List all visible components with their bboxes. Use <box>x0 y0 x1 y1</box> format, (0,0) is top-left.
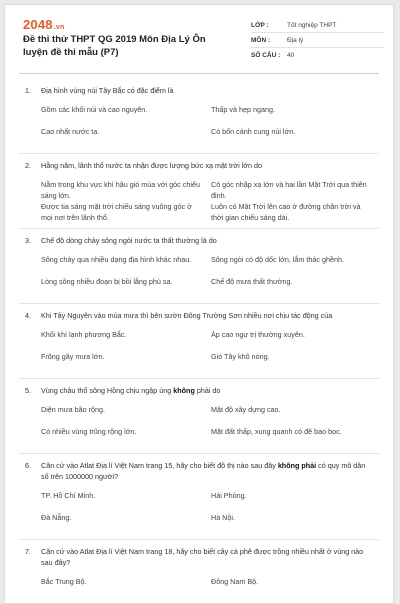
question-7 <box>5 540 393 599</box>
question-4 <box>5 304 393 379</box>
answer-options <box>19 577 379 599</box>
question-stem <box>19 454 379 482</box>
answer-option[interactable]: Khối khí lạnh phương Bắc. <box>41 330 127 339</box>
question-emphasis: không phải <box>277 461 317 470</box>
answer-option[interactable]: Lòng sông nhiều đoạn bị bồi lắng phù sa. <box>41 277 173 286</box>
answer-option[interactable]: Diện mưa bão rộng. <box>41 405 105 414</box>
question-text <box>41 160 379 171</box>
answer-option[interactable]: Nằm trong khu vực khí hậu gió mùa với góc chiếu sáng lớn. <box>41 180 200 200</box>
question-2 <box>5 154 393 229</box>
meta-value: 40 <box>287 51 295 59</box>
question-text <box>41 235 379 246</box>
answer-option[interactable]: Gồm các khối núi và cao nguyên. <box>41 105 148 114</box>
question-text-part: Căn cứ vào Atlat Địa lí Việt Nam trang 18, hãy cho biết cây cà phê được trồng nhiều nhất ở vùng nào sau đây? <box>41 547 364 567</box>
question-stem <box>19 154 379 171</box>
question-stem <box>19 540 379 568</box>
exam-meta-table <box>251 18 383 62</box>
question-text-part: Hằng năm, lãnh thổ nước ta nhận được lượng bức xạ mặt trời lớn do <box>41 161 263 170</box>
answer-option[interactable]: Sông chảy qua nhiều dạng địa hình khác nhau. <box>41 255 192 264</box>
meta-row-subject <box>251 33 383 48</box>
answer-option[interactable]: Mật độ xây dựng cao. <box>211 405 281 414</box>
question-emphasis: không <box>173 386 195 395</box>
question-text-part: Căn cứ vào Atlat Địa lí Việt Nam trang 15, hãy cho biết đô thị nào sau đây <box>41 461 278 470</box>
question-number: 7. <box>25 547 31 556</box>
meta-key: LỚP : <box>251 21 269 29</box>
answer-option[interactable]: Áp cao ngự trị thường xuyên. <box>211 330 305 339</box>
question-number: 5. <box>25 386 31 395</box>
question-text-part: có quy mô dân số trên 1000000 người? <box>41 461 366 481</box>
logo-suffix: .vn <box>53 24 65 31</box>
answer-option[interactable]: Hải Phòng. <box>211 491 247 500</box>
answer-option[interactable]: Frông gây mưa lớn. <box>41 352 105 361</box>
answer-option[interactable]: Đông Nam Bộ. <box>211 577 259 586</box>
answer-option[interactable]: Bắc Trung Bộ. <box>41 577 87 586</box>
question-text-part: Vùng châu thổ sông Hồng chịu ngập úng <box>41 386 174 395</box>
answer-options <box>19 491 379 535</box>
answer-option[interactable]: Luôn có Mặt Trời lên cao ở đường chân trời và thời gian chiếu sáng dài. <box>211 202 361 222</box>
site-logo[interactable] <box>23 17 64 32</box>
header-divider <box>19 73 379 74</box>
logo-text: 2048 <box>23 17 53 32</box>
question-stem <box>19 229 379 246</box>
question-number: 1. <box>25 86 31 95</box>
answer-options <box>19 330 379 374</box>
question-text-part: Chế độ dòng chảy sông ngòi nước ta thất thường là do <box>41 236 217 245</box>
answer-option[interactable]: Cao nhất nước ta. <box>41 127 100 136</box>
question-text <box>41 546 379 568</box>
meta-value: Tốt nghiệp THPT <box>287 21 337 29</box>
question-6 <box>5 454 393 540</box>
question-text-part: Khi Tây Nguyên vào mùa mưa thì bên sườn Đông Trường Sơn nhiều nơi chịu tác động của <box>41 311 333 320</box>
answer-option[interactable]: Thấp và hẹp ngang. <box>211 105 275 114</box>
question-number: 4. <box>25 311 31 320</box>
answer-option[interactable]: Được tia sáng mặt trời chiếu sáng vuông góc ở mọi nơi trên lãnh thổ. <box>41 202 192 222</box>
question-number: 3. <box>25 236 31 245</box>
question-text-part: Địa hình vùng núi Tây Bắc có đặc điểm là <box>41 86 174 95</box>
exam-title: Đề thi thử THPT QG 2019 Môn Địa Lý Ôn luyện đề thi mẫu (P7) <box>23 34 206 58</box>
question-number: 6. <box>25 461 31 470</box>
exam-sheet <box>4 4 394 604</box>
exam-header <box>5 5 393 73</box>
question-text <box>41 460 379 482</box>
question-stem <box>19 379 379 396</box>
question-text <box>41 385 379 396</box>
answer-option[interactable]: TP. Hồ Chí Minh. <box>41 491 96 500</box>
answer-option[interactable]: Mặt đất thấp, xung quanh có đê bao bọc. <box>211 427 342 436</box>
answer-options <box>19 105 379 149</box>
question-text <box>41 85 379 96</box>
question-stem <box>19 304 379 321</box>
answer-option[interactable]: Sông ngòi có độ dốc lớn, lắm thác ghềnh. <box>211 255 344 264</box>
meta-value: Địa lý <box>287 36 304 44</box>
question-number: 2. <box>25 161 31 170</box>
answer-option[interactable]: Gió Tây khô nóng. <box>211 352 270 361</box>
meta-key: SỐ CÂU : <box>251 51 281 59</box>
meta-row-class <box>251 18 383 33</box>
question-5 <box>5 379 393 454</box>
answer-option[interactable]: Hà Nội. <box>211 513 235 522</box>
question-list <box>5 79 393 599</box>
answer-options <box>19 180 379 224</box>
question-stem <box>19 79 379 96</box>
answer-option[interactable]: Đà Nẵng. <box>41 513 72 522</box>
answer-option[interactable]: Có nhiều vùng trũng rộng lớn. <box>41 427 137 436</box>
meta-row-count <box>251 48 383 62</box>
answer-option[interactable]: Có bốn cánh cung núi lớn. <box>211 127 296 136</box>
question-text-part: phải do <box>194 386 221 395</box>
meta-key: MÔN : <box>251 36 271 44</box>
answer-options <box>19 405 379 449</box>
question-text <box>41 310 379 321</box>
question-3 <box>5 229 393 304</box>
question-1 <box>5 79 393 154</box>
answer-options <box>19 255 379 299</box>
answer-option[interactable]: Có góc nhập xạ lớn và hai lần Mặt Trời qua thiên đỉnh. <box>211 180 367 200</box>
answer-option[interactable]: Chế độ mưa thất thường. <box>211 277 293 286</box>
